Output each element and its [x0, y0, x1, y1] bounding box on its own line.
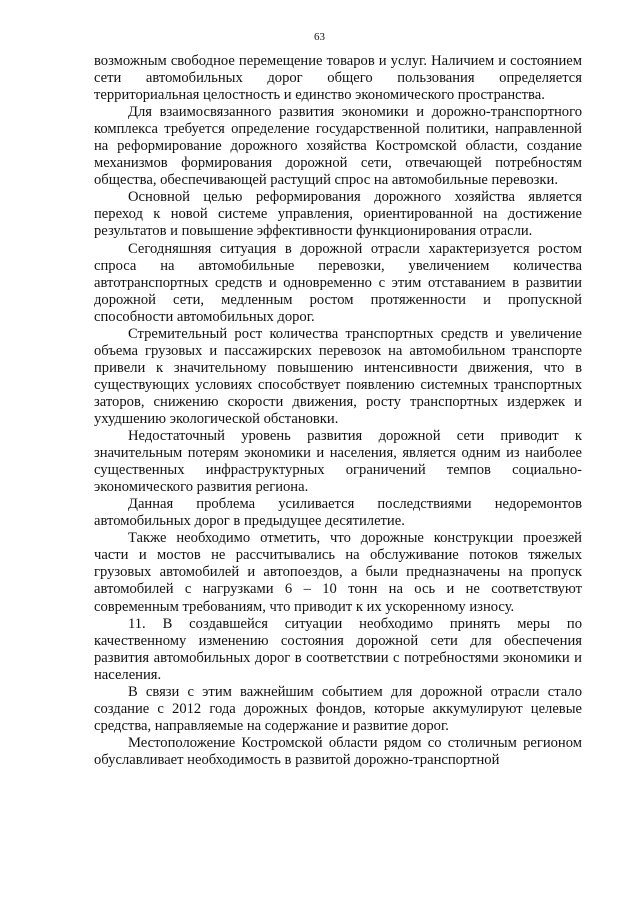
- paragraph-road-structures: Также необходимо отметить, что дорожные конструкции проезжей части и мостов не рассчитывались на обслуживание потоков тяжелых грузовых автомобилей и автопоездов, а были предназначены на пропуск автомобилей с нагрузками 6 – 10 тонн на ось и не соответствуют современным требованиям, что приводит к их ускоренному износу.: [94, 530, 582, 615]
- paragraph-current-situation: Сегодняшняя ситуация в дорожной отрасли характеризуется ростом спроса на автомобильные перевозки, увеличением количества автотранспортных средств и одновременно с этим отставанием в развитии дорожной сети, медленным ростом протяженности и пропускной способности автомобильных дорог.: [94, 240, 582, 325]
- page-number: 63: [314, 31, 325, 43]
- paragraph-continuation: возможным свободное перемещение товаров и услуг. Наличием и состоянием сети автомобильных дорог общего пользования определяется территориальная целостность и единство экономического пространства.: [94, 53, 582, 104]
- paragraph-road-funds: В связи с этим важнейшим событием для дорожной отрасли стало создание с 2012 года дорожных фондов, которые аккумулируют целевые средства, направляемые на содержание и развитие дорог.: [94, 683, 582, 734]
- paragraph-traffic-growth: Стремительный рост количества транспортных средств и увеличение объема грузовых и пассажирских перевозок на автомобильном транспорте привели к значительному повышению интенсивности движения, что в существующих условиях способствует появлению системных транспортных заторов, снижению скорости движения, росту транспортных издержек и ухудшению экологической обстановки.: [94, 325, 582, 427]
- paragraph-insufficient-network: Недостаточный уровень развития дорожной сети приводит к значительным потерям экономики и населения, является одним из наиболее существенных инфраструктурных ограничений темпов социально-экономического развития региона.: [94, 428, 582, 496]
- paragraph-policy: Для взаимосвязанного развития экономики и дорожно-транспортного комплекса требуется определение государственной политики, направленной на реформирование дорожного хозяйства Костромской области, создание механизмов формирования дорожной сети, отвечающей потребностям общества, обеспечивающей растущий спрос на автомобильные перевозки.: [94, 104, 582, 189]
- page-body: [94, 53, 582, 769]
- paragraph-main-goal: Основной целью реформирования дорожного хозяйства является переход к новой системе управления, ориентированной на достижение результатов и повышение эффективности функционирования отрасли.: [94, 189, 582, 240]
- paragraph-item-11: 11. В создавшейся ситуации необходимо принять меры по качественному изменению состояния дорожной сети для обеспечения развития автомобильных дорог в соответствии с потребностями экономики и населения.: [94, 615, 582, 683]
- paragraph-under-repair: Данная проблема усиливается последствиями недоремонтов автомобильных дорог в предыдущее десятилетие.: [94, 496, 582, 530]
- paragraph-location: Местоположение Костромской области рядом со столичным регионом обуславливает необходимость в развитой дорожно-транспортной: [94, 734, 582, 768]
